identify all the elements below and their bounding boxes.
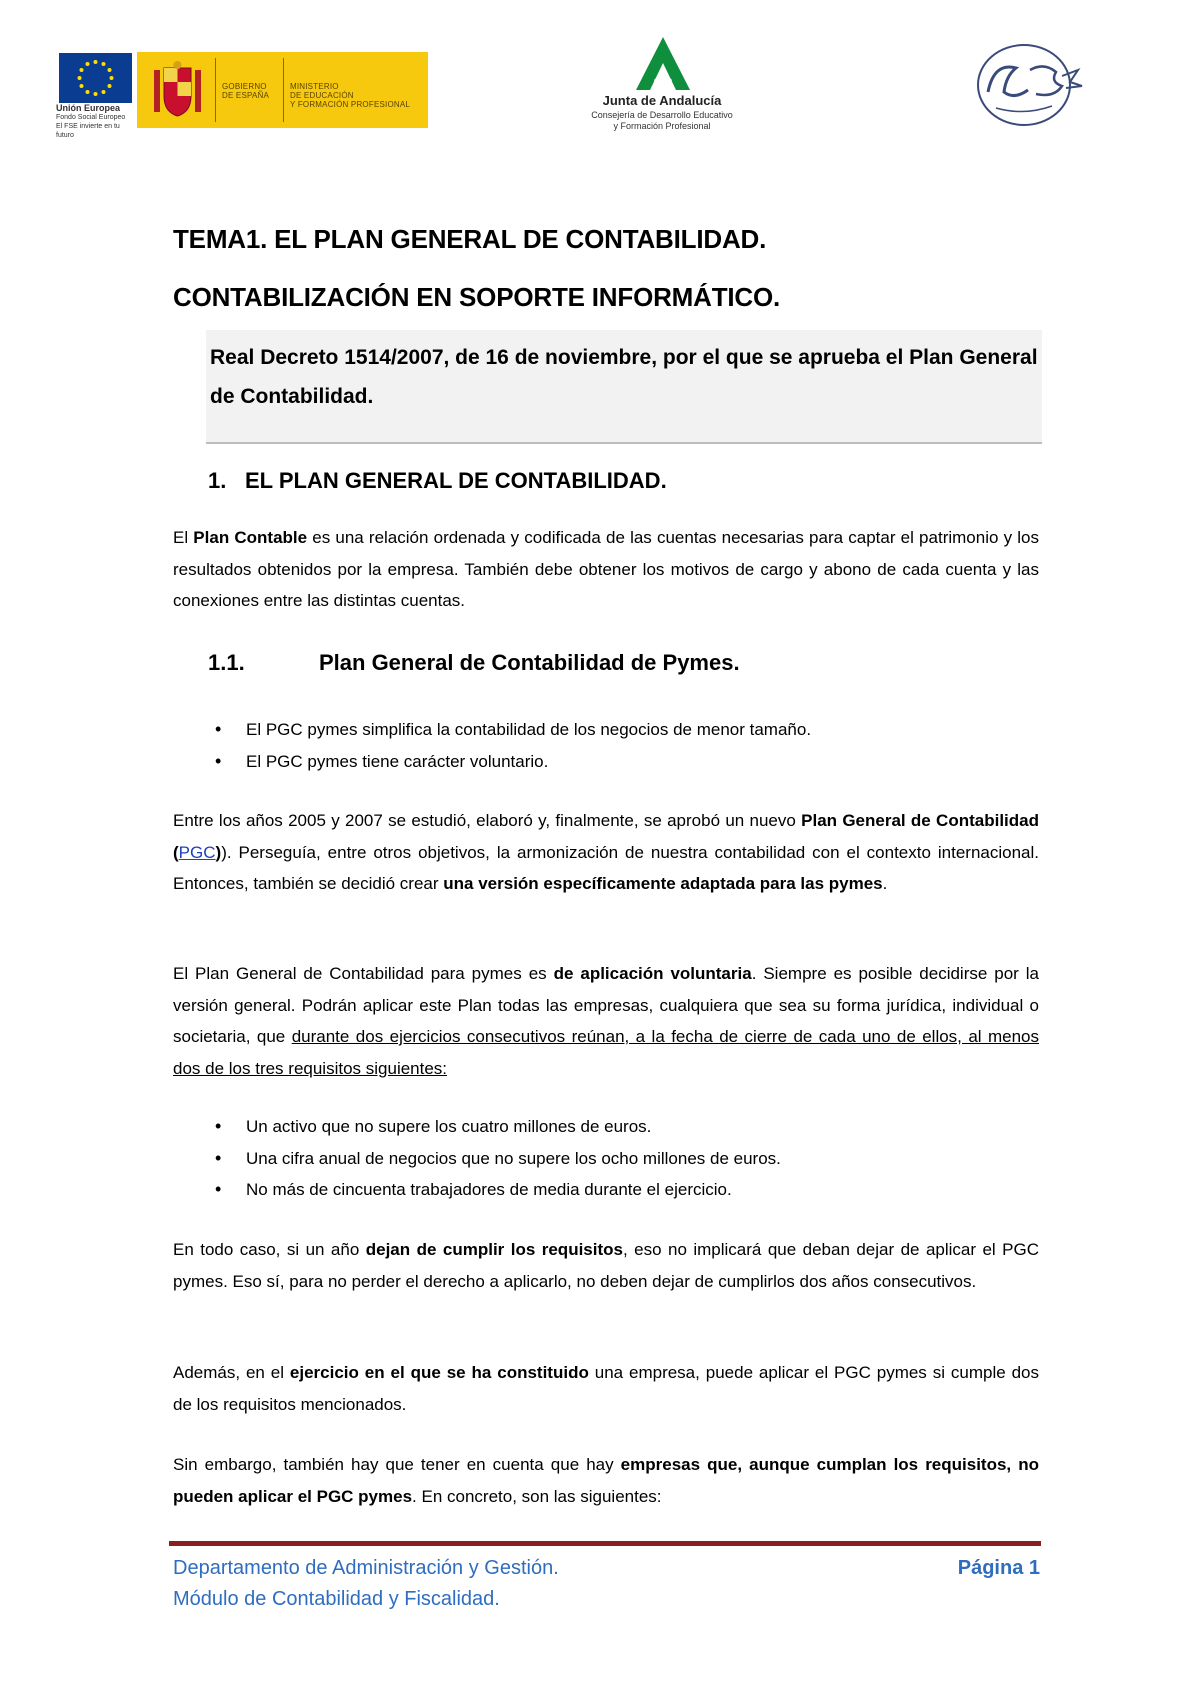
- page-number: Página 1: [957, 1557, 1040, 1579]
- p5-c: una empresa, puede aplicar el PGC pymes si cumple dos de los requisitos mencionados.: [173, 1363, 1039, 1414]
- section-1-title: EL PLAN GENERAL DE CONTABILIDAD.: [245, 468, 667, 493]
- p6-a: Sin embargo, también hay que tener en cuenta que hay: [173, 1455, 621, 1474]
- section-1-1-heading: [208, 650, 740, 676]
- footer-line1: Departamento de Administración y Gestión.: [173, 1557, 559, 1579]
- p6-c: . En concreto, son las siguientes:: [412, 1486, 662, 1506]
- spain-coat-of-arms-icon: [150, 60, 205, 120]
- p1-a: El: [173, 528, 194, 547]
- ministry-line2: DE EDUCACIÓN: [290, 91, 354, 100]
- eu-sub2: El FSE invierte en tu futuro: [56, 123, 120, 139]
- list-item: • El PGC pymes tiene carácter voluntario.: [212, 746, 811, 778]
- gobierno-text: [222, 82, 269, 100]
- p2-bold-pgc: Plan General de Contabilidad: [801, 811, 1039, 830]
- p3-c: . Siempre es posible decidirse por la versión general. Podrán aplicar este Plan todas las empresas, cualquiera que sea su forma jurídica, individual o societaria, que: [173, 964, 1039, 1046]
- p2-paren: (: [173, 842, 179, 862]
- eu-caption: [56, 104, 138, 140]
- p4-bold: dejan de cumplir los requisitos: [365, 1240, 623, 1259]
- paragraph-plan-contable: [173, 522, 1039, 617]
- pgc-link[interactable]: PGC: [178, 842, 216, 862]
- list-item: • No más de cincuenta trabajadores de media durante el ejercicio.: [212, 1174, 781, 1206]
- footer-line2: Módulo de Contabilidad y Fiscalidad.: [173, 1588, 500, 1610]
- p4-a: En todo caso, si un año: [173, 1240, 366, 1259]
- ministry-separator: [283, 58, 284, 122]
- p3-underlined: durante dos ejercicios consecutivos reúnan, a la fecha de cierre de cada uno de ellos, al menos dos de los tres requisitos siguientes:: [173, 1027, 1039, 1078]
- list-item: • Un activo que no supere los cuatro millones de euros.: [212, 1111, 781, 1143]
- decree-text: Real Decreto 1514/2007, de 16 de noviembre, por el que se aprueba el Plan General de Contabilidad.: [210, 346, 1038, 408]
- p5-a: Además, en el: [173, 1363, 290, 1382]
- eu-flag-logo: [59, 53, 132, 103]
- p4-c: , eso no implicará que deban dejar de aplicar el PGC pymes. Eso sí, para no perder el derecho a aplicarlo, no deben dejar de cumplirlos dos años consecutivos.: [173, 1240, 1039, 1291]
- p1-bold: Plan Contable: [193, 528, 308, 547]
- p2-bold-version: una versión específicamente adaptada para las pymes: [443, 874, 883, 893]
- p2-d: ). Perseguía, entre otros objetivos, la armonización de nuestra contabilidad con el contexto internacional. Entonces, también se decidió crear: [173, 842, 1039, 893]
- paragraph-constitution: [173, 1357, 1039, 1420]
- footer-department: [173, 1553, 559, 1615]
- section-1-number: 1.: [208, 468, 227, 493]
- p6-bold: empresas que, aunque cumplan los requisitos, no pueden aplicar el PGC pymes: [173, 1455, 1039, 1506]
- p1-c: es una relación ordenada y codificada de las cuentas necesarias para captar el patrimonio y los resultados obtenidos por la empresa. También debe obtener los motivos de cargo y abono de cada cuenta y las conexiones entre las distintas cuentas.: [173, 528, 1039, 610]
- ministry-line1: MINISTERIO: [290, 82, 339, 91]
- junta-sub1: Consejería de Desarrollo Educativo: [591, 110, 733, 120]
- section-1-1-number: 1.1.: [208, 650, 245, 675]
- p2-f: .: [882, 874, 888, 893]
- p3-a: El Plan General de Contabilidad para pymes es: [173, 964, 554, 983]
- gov-separator: [215, 58, 216, 122]
- ministry-line3: Y FORMACIÓN PROFESIONAL: [290, 100, 411, 109]
- section-1-1-title: Plan General de Contabilidad de Pymes.: [319, 650, 740, 675]
- pymes-bullet-list: [212, 714, 811, 777]
- p5-bold: ejercicio en el que se ha constituido: [289, 1363, 589, 1382]
- ministry-text: [290, 82, 425, 109]
- eu-sub1: Fondo Social Europeo: [56, 114, 126, 121]
- list-item: • Una cifra anual de negocios que no supere los ocho millones de euros.: [212, 1143, 781, 1175]
- p2-a: Entre los años 2005 y 2007 se estudió, elaboró y, finalmente, se aprobó un nuevo: [173, 811, 802, 830]
- paragraph-exceptions: [173, 1449, 1039, 1512]
- paragraph-requirements-fail: [173, 1234, 1039, 1297]
- page-header: [0, 0, 1200, 150]
- ies-cartuja-logo-icon: [966, 40, 1086, 130]
- eu-label: Unión Europea: [56, 103, 121, 113]
- junta-name: Junta de Andalucía: [602, 93, 722, 108]
- section-1-heading: [208, 468, 667, 494]
- document-title-line2: CONTABILIZACIÓN EN SOPORTE INFORMÁTICO.: [173, 282, 781, 312]
- gov-line1: GOBIERNO: [222, 82, 267, 91]
- list-item: • El PGC pymes simplifica la contabilidad de los negocios de menor tamaño.: [212, 714, 811, 746]
- document-title-line1: TEMA1. EL PLAN GENERAL DE CONTABILIDAD.: [173, 224, 767, 254]
- gov-line2: DE ESPAÑA: [222, 91, 269, 100]
- junta-subtitle: [540, 110, 784, 132]
- p3-bold: de aplicación voluntaria: [553, 964, 752, 983]
- junta-sub2: y Formación Profesional: [613, 121, 711, 131]
- paragraph-pgc-history: Entre los años 2005 y 2007 se estudió, elaboró y, finalmente, se aprobó un nuevo Plan General de Contabilidad (PGC)). Perseguía, entre otros objetivos, la armonización de nuestra contabilidad con el contexto internacional. Entonces, también se decidió crear una versión específicamente adaptada para las pymes.: [173, 811, 1039, 893]
- requirements-bullet-list: [212, 1111, 781, 1206]
- paragraph-voluntary: [173, 958, 1039, 1084]
- footer-rule: [169, 1541, 1041, 1546]
- junta-andalucia-logo-icon: [628, 35, 698, 93]
